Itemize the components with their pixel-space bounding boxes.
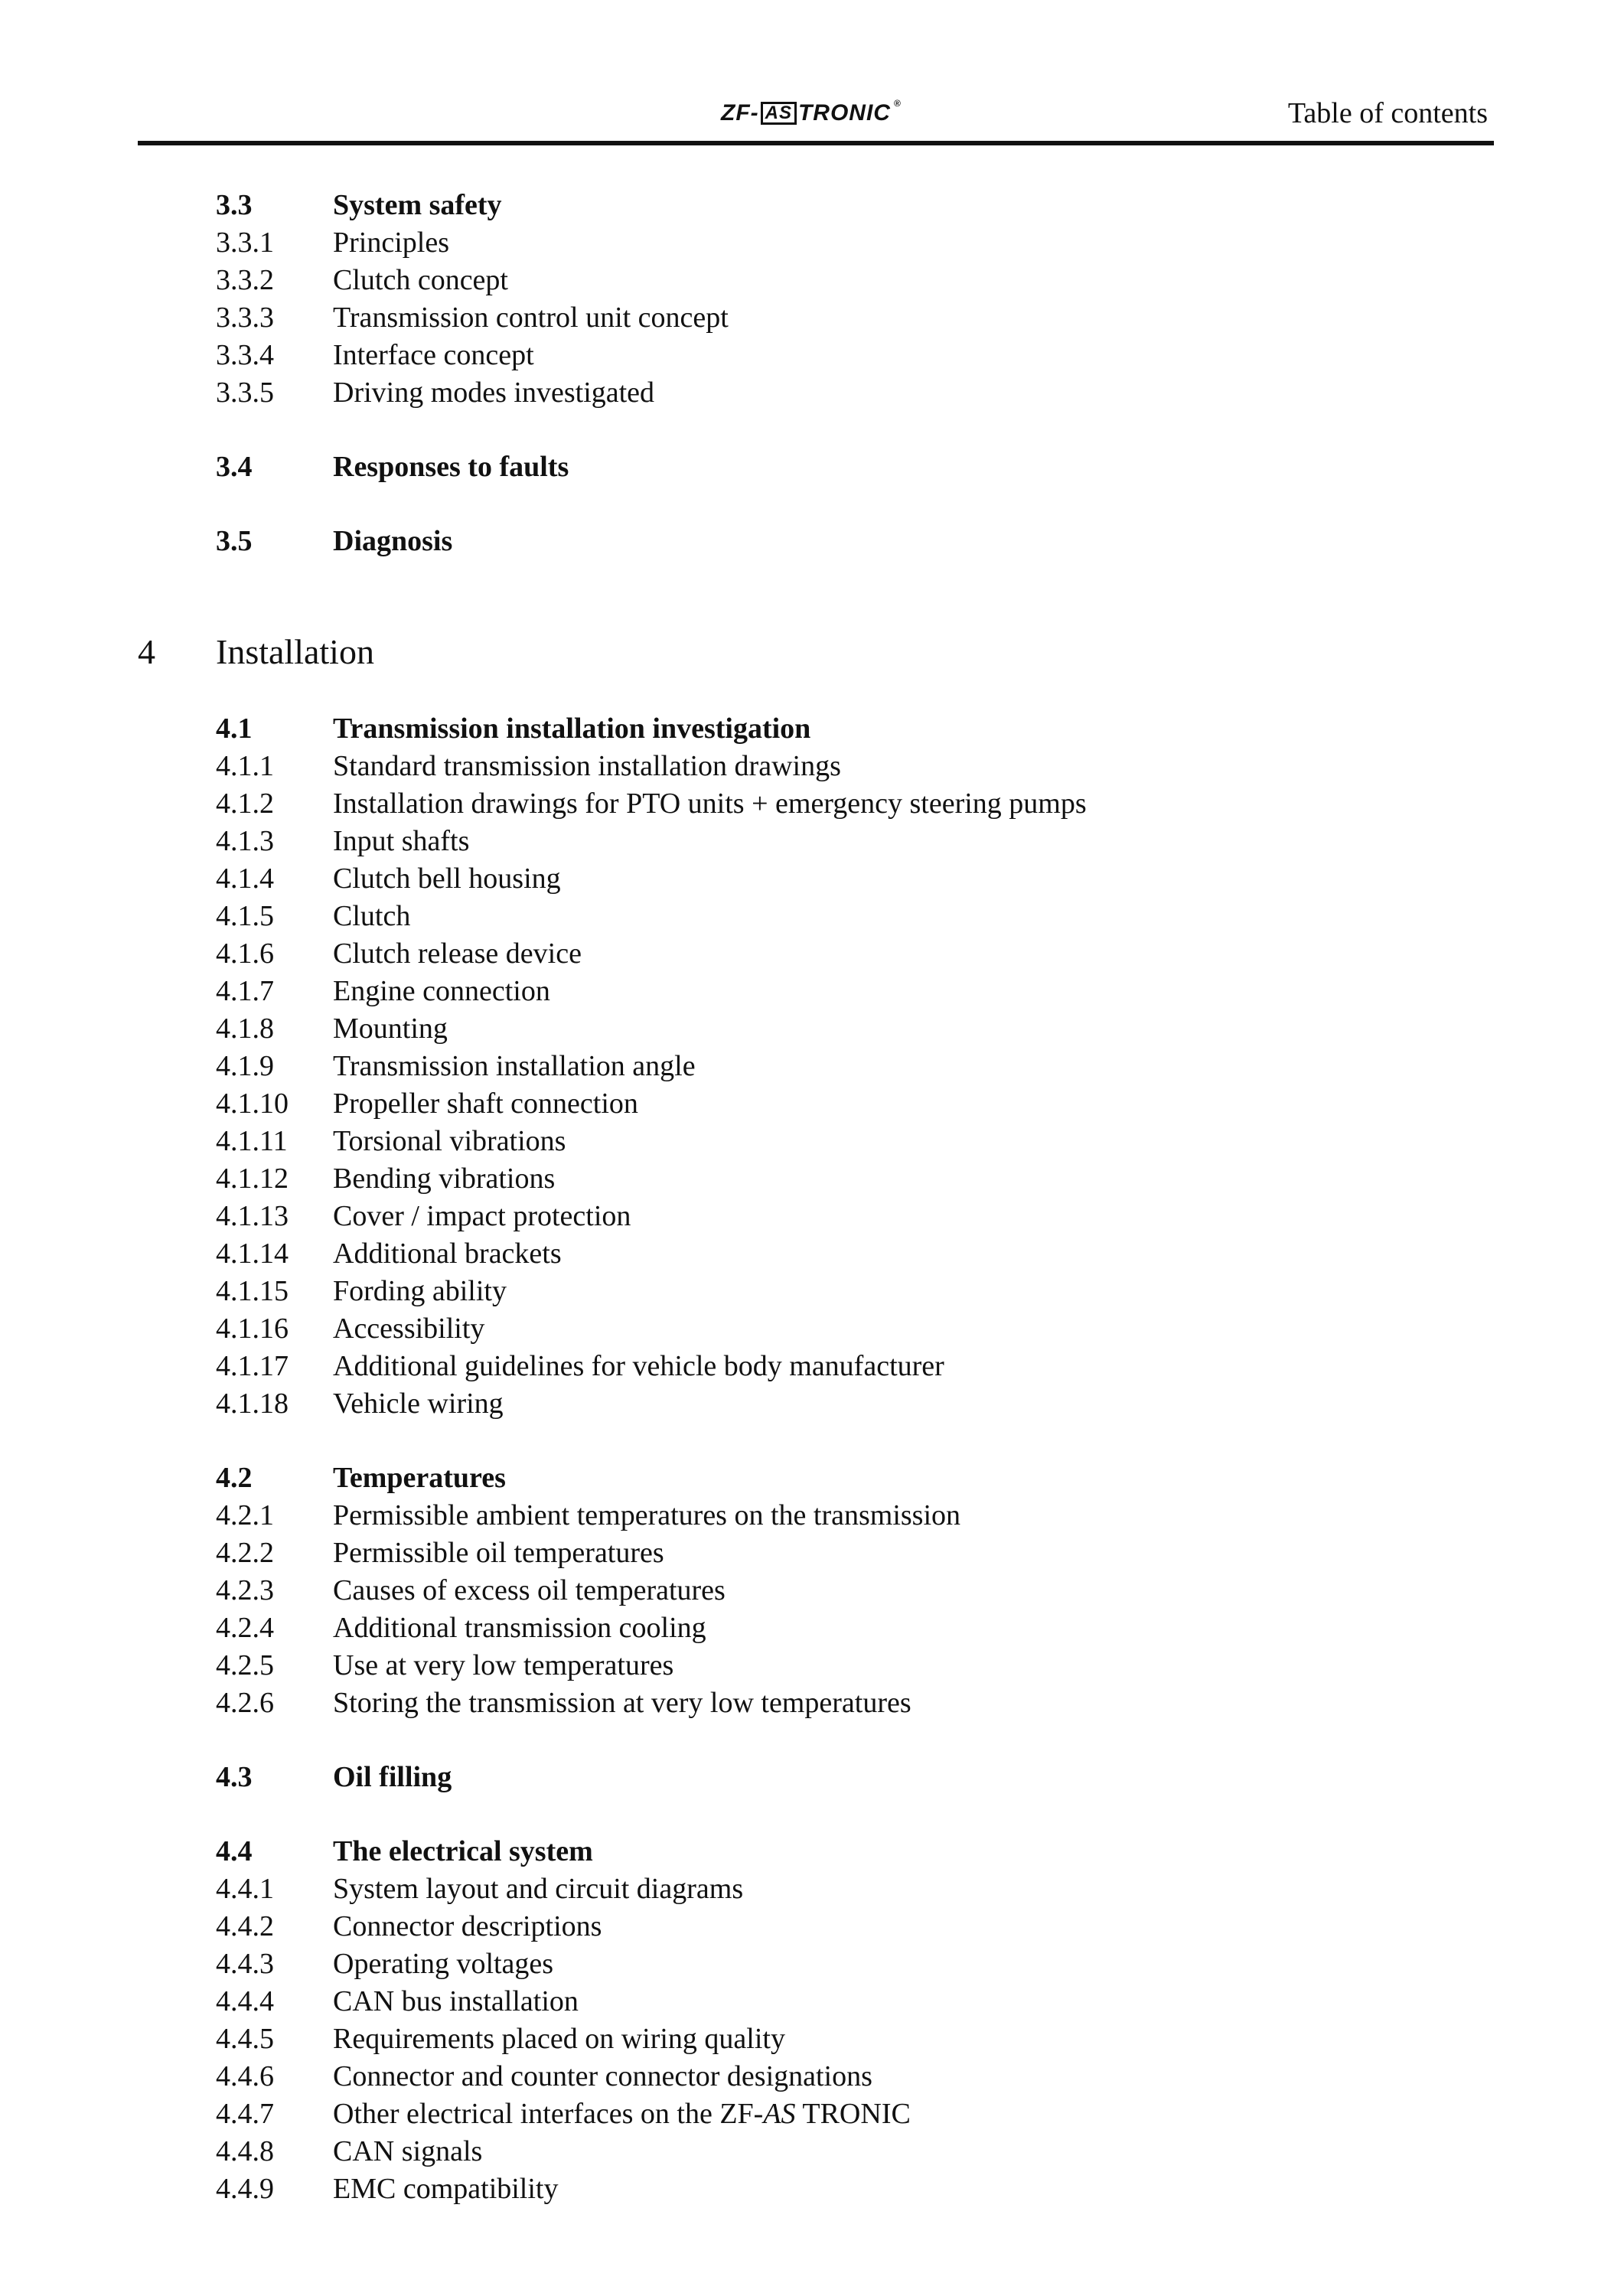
toc-number: 4.1.6 <box>216 938 274 970</box>
toc-number: 3.4 <box>216 451 253 483</box>
toc-number: 3.3.1 <box>216 227 274 259</box>
logo-prefix: ZF- <box>721 100 759 126</box>
toc-number: 4.1.18 <box>216 1388 289 1420</box>
toc-title: Input shafts <box>333 825 470 857</box>
toc-title: Fording ability <box>333 1275 507 1307</box>
toc-title: System safety <box>333 189 502 221</box>
toc-number: 4.1.3 <box>216 825 274 857</box>
toc-title-part: Other electrical interfaces on the ZF- <box>333 2098 764 2130</box>
toc-number: 4.1.14 <box>216 1238 289 1270</box>
toc-number: 4.4 <box>216 1835 253 1867</box>
toc-title: Mounting <box>333 1013 448 1045</box>
toc-title: The electrical system <box>333 1835 593 1867</box>
toc-title: Clutch <box>333 900 411 932</box>
toc-title: Oil filling <box>333 1761 452 1793</box>
toc-title: Temperatures <box>333 1462 506 1494</box>
toc-number: 4.2.5 <box>216 1649 274 1681</box>
toc-number: 3.3.5 <box>216 377 274 409</box>
toc-number: 3.3 <box>216 189 253 221</box>
toc-title: Operating voltages <box>333 1948 554 1980</box>
toc-title: Clutch concept <box>333 264 508 296</box>
toc-number: 4.1.16 <box>216 1313 289 1345</box>
toc-number: 4.4.2 <box>216 1910 274 1942</box>
toc-number: 4.4.9 <box>216 2173 274 2205</box>
toc-number: 4.1.5 <box>216 900 274 932</box>
toc-chapter-title: Installation <box>216 632 374 671</box>
toc-title: Bending vibrations <box>333 1163 556 1195</box>
toc-title: Responses to faults <box>333 451 569 483</box>
toc-number: 3.5 <box>216 525 253 557</box>
toc-title: Additional transmission cooling <box>333 1612 706 1644</box>
toc-title: Propeller shaft connection <box>333 1088 638 1120</box>
toc-title: Interface concept <box>333 339 534 371</box>
toc-number: 4.1.2 <box>216 788 274 820</box>
toc-number: 4.2.4 <box>216 1612 274 1644</box>
toc-number: 4.4.7 <box>216 2098 274 2130</box>
toc-title <box>333 2095 911 2132</box>
toc-title: Additional brackets <box>333 1238 562 1270</box>
toc-title: Transmission installation investigation <box>333 713 811 745</box>
toc-title: Cover / impact protection <box>333 1200 631 1232</box>
page-header <box>138 84 1494 145</box>
toc-title: Vehicle wiring <box>333 1388 504 1420</box>
toc-number: 4.4.1 <box>216 1873 274 1905</box>
toc-number: 4.4.8 <box>216 2135 274 2167</box>
toc-title: Causes of excess oil temperatures <box>333 1574 726 1606</box>
toc-number: 4.1.15 <box>216 1275 289 1307</box>
toc-title: Connector and counter connector designations <box>333 2060 872 2092</box>
toc-title: System layout and circuit diagrams <box>333 1873 744 1905</box>
toc-title: Transmission control unit concept <box>333 302 729 334</box>
toc-number: 4.2 <box>216 1462 253 1494</box>
toc-title: Transmission installation angle <box>333 1050 696 1082</box>
toc-number: 4.2.1 <box>216 1499 274 1531</box>
toc-title: Driving modes investigated <box>333 377 655 409</box>
toc-number: 4.1.13 <box>216 1200 289 1232</box>
logo-as-box: AS <box>761 102 797 125</box>
toc-number: 4.1.1 <box>216 750 274 782</box>
toc-title: Storing the transmission at very low temperatures <box>333 1687 911 1719</box>
header-title: Table of contents <box>1287 97 1488 129</box>
toc-number: 4.1.11 <box>216 1125 288 1157</box>
logo-suffix: TRONIC <box>797 100 891 126</box>
toc-title: Additional guidelines for vehicle body manufacturer <box>333 1350 944 1382</box>
toc-number: 4.1.7 <box>216 975 274 1007</box>
toc-title: Standard transmission installation drawings <box>333 750 841 782</box>
toc-number: 4.4.6 <box>216 2060 274 2092</box>
toc-number: 4.1.9 <box>216 1050 274 1082</box>
toc-number: 4.4.3 <box>216 1948 274 1980</box>
toc-number: 4.2.2 <box>216 1537 274 1569</box>
toc-number: 4.2.3 <box>216 1574 274 1606</box>
toc-number: 4.1 <box>216 713 253 745</box>
toc-number: 3.3.2 <box>216 264 274 296</box>
toc-title: Installation drawings for PTO units + emergency steering pumps <box>333 788 1087 820</box>
toc-title: CAN bus installation <box>333 1985 579 2017</box>
toc-number: 4.4.5 <box>216 2023 274 2055</box>
toc-number: 4.3 <box>216 1761 253 1793</box>
toc-title: Permissible oil temperatures <box>333 1537 664 1569</box>
toc-number: 3.3.4 <box>216 339 274 371</box>
toc-number: 3.3.3 <box>216 302 274 334</box>
toc-title: Torsional vibrations <box>333 1125 566 1157</box>
registered-mark: ® <box>893 98 902 109</box>
toc-title: Clutch bell housing <box>333 863 561 895</box>
toc-title: Engine connection <box>333 975 550 1007</box>
toc-title-part: TRONIC <box>795 2098 911 2130</box>
toc-number: 4.1.17 <box>216 1350 289 1382</box>
toc-title: CAN signals <box>333 2135 483 2167</box>
toc-number: 4.1.10 <box>216 1088 289 1120</box>
toc-title: Diagnosis <box>333 525 453 557</box>
toc-title: Clutch release device <box>333 938 582 970</box>
toc-number: 4.1.12 <box>216 1163 289 1195</box>
toc-title: Permissible ambient temperatures on the transmission <box>333 1499 961 1531</box>
toc-title: Principles <box>333 227 449 259</box>
toc-title-italic-part: AS <box>763 2098 796 2130</box>
toc-title: Requirements placed on wiring quality <box>333 2023 785 2055</box>
toc-title: Connector descriptions <box>333 1910 602 1942</box>
toc-title: Use at very low temperatures <box>333 1649 674 1681</box>
toc-number: 4.1.8 <box>216 1013 274 1045</box>
toc-title: EMC compatibility <box>333 2173 559 2205</box>
toc-number: 4.2.6 <box>216 1687 274 1719</box>
toc-number: 4.1.4 <box>216 863 274 895</box>
zf-astronic-logo <box>721 98 902 126</box>
toc-number: 4.4.4 <box>216 1985 274 2017</box>
toc-chapter-number: 4 <box>138 632 155 671</box>
toc-title: Accessibility <box>333 1313 485 1345</box>
